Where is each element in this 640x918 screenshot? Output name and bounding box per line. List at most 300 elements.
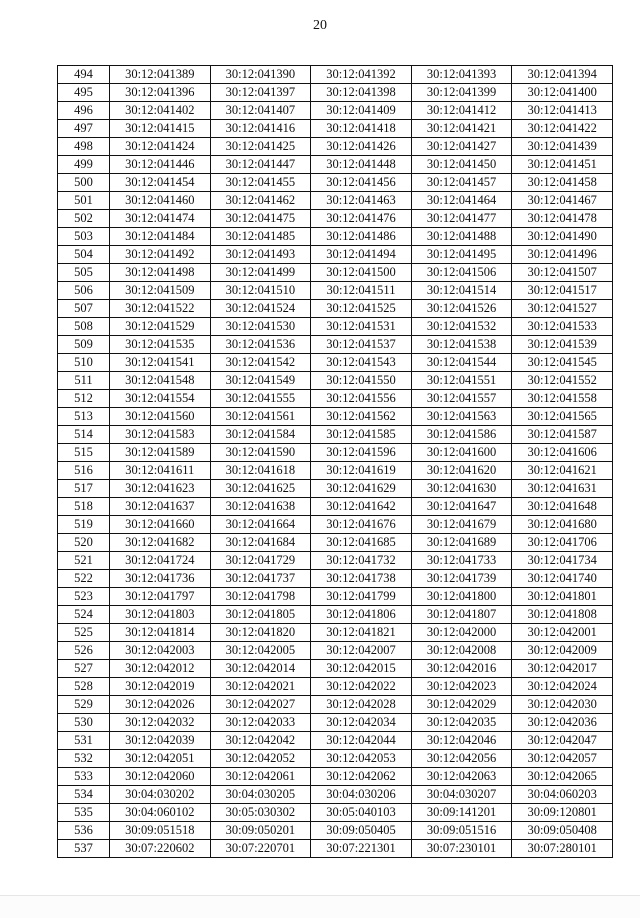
cadastral-code-cell: 30:12:041541	[110, 354, 211, 372]
cadastral-code-cell: 30:12:041421	[411, 120, 512, 138]
cadastral-code-cell: 30:12:042047	[512, 732, 613, 750]
table-row	[58, 246, 613, 264]
cadastral-code-cell: 30:12:041476	[311, 210, 412, 228]
cadastral-code-cell: 30:12:041456	[311, 174, 412, 192]
cadastral-code-cell: 30:04:060203	[512, 786, 613, 804]
cadastral-code-cell: 30:12:041393	[411, 66, 512, 84]
row-number-cell: 531	[58, 732, 110, 750]
row-number-cell: 532	[58, 750, 110, 768]
cadastral-code-cell: 30:12:041407	[210, 102, 311, 120]
table-row	[58, 444, 613, 462]
cadastral-code-cell: 30:12:041463	[311, 192, 412, 210]
cadastral-code-cell: 30:12:041585	[311, 426, 412, 444]
cadastral-code-cell: 30:12:041684	[210, 534, 311, 552]
cadastral-code-cell: 30:12:041427	[411, 138, 512, 156]
cadastral-code-cell: 30:12:041538	[411, 336, 512, 354]
cadastral-code-cell: 30:12:041532	[411, 318, 512, 336]
table-row	[58, 300, 613, 318]
table-row	[58, 570, 613, 588]
cadastral-code-cell: 30:12:042039	[110, 732, 211, 750]
cadastral-code-cell: 30:12:041638	[210, 498, 311, 516]
table-row	[58, 822, 613, 840]
row-number-cell: 502	[58, 210, 110, 228]
cadastral-code-cell: 30:12:042056	[411, 750, 512, 768]
cadastral-code-cell: 30:12:041485	[210, 228, 311, 246]
cadastral-code-cell: 30:12:041409	[311, 102, 412, 120]
row-number-cell: 526	[58, 642, 110, 660]
cadastral-code-cell: 30:12:041660	[110, 516, 211, 534]
row-number-cell: 515	[58, 444, 110, 462]
table-row	[58, 192, 613, 210]
row-number-cell: 509	[58, 336, 110, 354]
cadastral-code-cell: 30:12:041448	[311, 156, 412, 174]
cadastral-code-cell: 30:12:041680	[512, 516, 613, 534]
table-row	[58, 84, 613, 102]
cadastral-code-cell: 30:12:042024	[512, 678, 613, 696]
row-number-cell: 521	[58, 552, 110, 570]
cadastral-code-cell: 30:12:042061	[210, 768, 311, 786]
cadastral-code-cell: 30:12:041397	[210, 84, 311, 102]
cadastral-code-cell: 30:12:041558	[512, 390, 613, 408]
cadastral-code-cell: 30:12:041389	[110, 66, 211, 84]
cadastral-code-cell: 30:12:042016	[411, 660, 512, 678]
cadastral-code-cell: 30:12:041706	[512, 534, 613, 552]
cadastral-code-cell: 30:04:030207	[411, 786, 512, 804]
cadastral-code-cell: 30:12:041543	[311, 354, 412, 372]
row-number-cell: 501	[58, 192, 110, 210]
cadastral-code-cell: 30:04:030205	[210, 786, 311, 804]
cadastral-code-cell: 30:12:041664	[210, 516, 311, 534]
cadastral-code-cell: 30:12:041618	[210, 462, 311, 480]
table-row	[58, 426, 613, 444]
row-number-cell: 503	[58, 228, 110, 246]
cadastral-code-table	[57, 65, 613, 858]
table-row	[58, 750, 613, 768]
row-number-cell: 533	[58, 768, 110, 786]
cadastral-code-cell: 30:12:041736	[110, 570, 211, 588]
cadastral-code-cell: 30:09:050405	[311, 822, 412, 840]
cadastral-code-cell: 30:12:041506	[411, 264, 512, 282]
cadastral-code-cell: 30:12:041511	[311, 282, 412, 300]
cadastral-code-cell: 30:12:041611	[110, 462, 211, 480]
cadastral-code-cell: 30:12:041647	[411, 498, 512, 516]
cadastral-code-cell: 30:05:030302	[210, 804, 311, 822]
cadastral-code-cell: 30:12:041490	[512, 228, 613, 246]
cadastral-code-cell: 30:04:030202	[110, 786, 211, 804]
row-number-cell: 512	[58, 390, 110, 408]
table-row	[58, 552, 613, 570]
row-number-cell: 510	[58, 354, 110, 372]
cadastral-code-cell: 30:12:041797	[110, 588, 211, 606]
cadastral-code-cell: 30:12:041806	[311, 606, 412, 624]
cadastral-code-cell: 30:12:041584	[210, 426, 311, 444]
table-row	[58, 228, 613, 246]
page-number: 20	[313, 18, 327, 33]
cadastral-code-cell: 30:12:041450	[411, 156, 512, 174]
cadastral-code-cell: 30:12:041625	[210, 480, 311, 498]
row-number-cell: 497	[58, 120, 110, 138]
cadastral-code-cell: 30:12:041495	[411, 246, 512, 264]
cadastral-code-cell: 30:12:041619	[311, 462, 412, 480]
row-number-cell: 520	[58, 534, 110, 552]
cadastral-code-cell: 30:12:041526	[411, 300, 512, 318]
cadastral-code-cell: 30:12:041590	[210, 444, 311, 462]
cadastral-code-cell: 30:09:050408	[512, 822, 613, 840]
table-row	[58, 624, 613, 642]
table-row	[58, 120, 613, 138]
row-number-cell: 516	[58, 462, 110, 480]
cadastral-code-cell: 30:12:041685	[311, 534, 412, 552]
cadastral-code-cell: 30:12:042036	[512, 714, 613, 732]
cadastral-code-cell: 30:12:041524	[210, 300, 311, 318]
cadastral-code-cell: 30:12:041477	[411, 210, 512, 228]
cadastral-code-cell: 30:12:042052	[210, 750, 311, 768]
cadastral-code-cell: 30:09:050201	[210, 822, 311, 840]
row-number-cell: 495	[58, 84, 110, 102]
cadastral-code-cell: 30:12:042026	[110, 696, 211, 714]
cadastral-code-cell: 30:12:042015	[311, 660, 412, 678]
cadastral-code-cell: 30:12:042044	[311, 732, 412, 750]
cadastral-code-cell: 30:12:042021	[210, 678, 311, 696]
cadastral-code-cell: 30:12:041415	[110, 120, 211, 138]
cadastral-code-cell: 30:12:042057	[512, 750, 613, 768]
cadastral-code-cell: 30:12:041413	[512, 102, 613, 120]
cadastral-code-cell: 30:12:041563	[411, 408, 512, 426]
table-row	[58, 516, 613, 534]
cadastral-code-cell: 30:12:041462	[210, 192, 311, 210]
cadastral-code-cell: 30:12:041800	[411, 588, 512, 606]
cadastral-code-cell: 30:12:041630	[411, 480, 512, 498]
cadastral-code-cell: 30:12:041398	[311, 84, 412, 102]
cadastral-code-cell: 30:12:041492	[110, 246, 211, 264]
cadastral-code-cell: 30:12:041486	[311, 228, 412, 246]
row-number-cell: 524	[58, 606, 110, 624]
table-row	[58, 372, 613, 390]
cadastral-code-cell: 30:12:041606	[512, 444, 613, 462]
cadastral-code-cell: 30:12:041739	[411, 570, 512, 588]
cadastral-code-cell: 30:12:041424	[110, 138, 211, 156]
cadastral-code-cell: 30:12:042003	[110, 642, 211, 660]
table-row	[58, 660, 613, 678]
cadastral-code-cell: 30:12:041586	[411, 426, 512, 444]
row-number-cell: 519	[58, 516, 110, 534]
cadastral-code-cell: 30:12:041555	[210, 390, 311, 408]
row-number-cell: 494	[58, 66, 110, 84]
row-number-cell: 527	[58, 660, 110, 678]
cadastral-code-cell: 30:12:041587	[512, 426, 613, 444]
cadastral-code-cell: 30:12:041447	[210, 156, 311, 174]
cadastral-code-cell: 30:12:042032	[110, 714, 211, 732]
cadastral-code-cell: 30:12:041552	[512, 372, 613, 390]
cadastral-code-cell: 30:12:041733	[411, 552, 512, 570]
cadastral-code-cell: 30:12:041464	[411, 192, 512, 210]
cadastral-code-cell: 30:12:041494	[311, 246, 412, 264]
cadastral-code-cell: 30:12:041425	[210, 138, 311, 156]
table-row	[58, 714, 613, 732]
cadastral-code-cell: 30:12:041493	[210, 246, 311, 264]
row-number-cell: 535	[58, 804, 110, 822]
cadastral-code-cell: 30:12:041402	[110, 102, 211, 120]
table-row	[58, 786, 613, 804]
cadastral-code-cell: 30:12:041422	[512, 120, 613, 138]
cadastral-code-cell: 30:12:042014	[210, 660, 311, 678]
table-row	[58, 606, 613, 624]
cadastral-code-cell: 30:12:042060	[110, 768, 211, 786]
cadastral-code-cell: 30:12:041798	[210, 588, 311, 606]
cadastral-code-cell: 30:12:042028	[311, 696, 412, 714]
cadastral-code-cell: 30:12:041498	[110, 264, 211, 282]
cadastral-code-cell: 30:12:041805	[210, 606, 311, 624]
cadastral-code-cell: 30:12:041537	[311, 336, 412, 354]
cadastral-code-cell: 30:12:041583	[110, 426, 211, 444]
table-body	[58, 66, 613, 858]
row-number-cell: 537	[58, 840, 110, 858]
cadastral-code-cell: 30:12:041560	[110, 408, 211, 426]
table-row	[58, 462, 613, 480]
cadastral-code-cell: 30:12:042001	[512, 624, 613, 642]
cadastral-code-cell: 30:12:041689	[411, 534, 512, 552]
row-number-cell: 523	[58, 588, 110, 606]
row-number-cell: 517	[58, 480, 110, 498]
cadastral-code-cell: 30:12:041637	[110, 498, 211, 516]
cadastral-code-cell: 30:12:041533	[512, 318, 613, 336]
cadastral-code-cell: 30:12:042051	[110, 750, 211, 768]
cadastral-code-cell: 30:12:041510	[210, 282, 311, 300]
cadastral-code-cell: 30:07:230101	[411, 840, 512, 858]
cadastral-code-cell: 30:12:042034	[311, 714, 412, 732]
cadastral-code-cell: 30:12:042029	[411, 696, 512, 714]
cadastral-code-cell: 30:12:041623	[110, 480, 211, 498]
cadastral-code-cell: 30:12:041740	[512, 570, 613, 588]
cadastral-code-cell: 30:12:041803	[110, 606, 211, 624]
cadastral-code-cell: 30:12:042063	[411, 768, 512, 786]
table-row	[58, 264, 613, 282]
cadastral-code-cell: 30:12:041799	[311, 588, 412, 606]
cadastral-code-cell: 30:12:041679	[411, 516, 512, 534]
cadastral-code-cell: 30:12:041529	[110, 318, 211, 336]
cadastral-code-cell: 30:12:042023	[411, 678, 512, 696]
cadastral-code-cell: 30:12:041629	[311, 480, 412, 498]
cadastral-code-cell: 30:12:041738	[311, 570, 412, 588]
cadastral-code-cell: 30:12:042000	[411, 624, 512, 642]
cadastral-code-cell: 30:12:041478	[512, 210, 613, 228]
row-number-cell: 504	[58, 246, 110, 264]
row-number-cell: 507	[58, 300, 110, 318]
cadastral-code-cell: 30:12:041426	[311, 138, 412, 156]
table-row	[58, 534, 613, 552]
cadastral-code-cell: 30:12:042053	[311, 750, 412, 768]
cadastral-code-cell: 30:12:041557	[411, 390, 512, 408]
table-row	[58, 768, 613, 786]
table-row	[58, 66, 613, 84]
cadastral-code-cell: 30:12:041545	[512, 354, 613, 372]
row-number-cell: 528	[58, 678, 110, 696]
cadastral-code-cell: 30:12:041392	[311, 66, 412, 84]
cadastral-code-cell: 30:12:041507	[512, 264, 613, 282]
row-number-cell: 518	[58, 498, 110, 516]
cadastral-code-cell: 30:12:041467	[512, 192, 613, 210]
cadastral-code-cell: 30:12:041451	[512, 156, 613, 174]
cadastral-code-cell: 30:12:042062	[311, 768, 412, 786]
cadastral-code-cell: 30:12:041499	[210, 264, 311, 282]
cadastral-code-cell: 30:04:060102	[110, 804, 211, 822]
cadastral-code-cell: 30:12:041522	[110, 300, 211, 318]
cadastral-code-cell: 30:12:041527	[512, 300, 613, 318]
cadastral-code-cell: 30:12:041549	[210, 372, 311, 390]
row-number-cell: 511	[58, 372, 110, 390]
cadastral-code-cell: 30:12:041600	[411, 444, 512, 462]
cadastral-code-cell: 30:12:042009	[512, 642, 613, 660]
table-row	[58, 696, 613, 714]
cadastral-code-cell: 30:12:041551	[411, 372, 512, 390]
cadastral-code-cell: 30:12:041561	[210, 408, 311, 426]
cadastral-code-cell: 30:12:041621	[512, 462, 613, 480]
cadastral-code-cell: 30:12:041460	[110, 192, 211, 210]
cadastral-code-cell: 30:05:040103	[311, 804, 412, 822]
row-number-cell: 529	[58, 696, 110, 714]
cadastral-code-cell: 30:12:042019	[110, 678, 211, 696]
cadastral-code-cell: 30:12:042008	[411, 642, 512, 660]
cadastral-code-cell: 30:12:041544	[411, 354, 512, 372]
cadastral-code-cell: 30:12:042065	[512, 768, 613, 786]
row-number-cell: 500	[58, 174, 110, 192]
cadastral-code-cell: 30:12:041488	[411, 228, 512, 246]
row-number-cell: 506	[58, 282, 110, 300]
cadastral-code-cell: 30:12:041418	[311, 120, 412, 138]
cadastral-code-cell: 30:12:042007	[311, 642, 412, 660]
table-row	[58, 282, 613, 300]
cadastral-code-cell: 30:12:042035	[411, 714, 512, 732]
row-number-cell: 536	[58, 822, 110, 840]
cadastral-code-cell: 30:09:141201	[411, 804, 512, 822]
cadastral-code-cell: 30:12:041732	[311, 552, 412, 570]
table-row	[58, 390, 613, 408]
cadastral-code-cell: 30:12:041620	[411, 462, 512, 480]
row-number-cell: 522	[58, 570, 110, 588]
cadastral-code-cell: 30:12:041589	[110, 444, 211, 462]
cadastral-code-cell: 30:12:041801	[512, 588, 613, 606]
cadastral-code-cell: 30:12:042017	[512, 660, 613, 678]
cadastral-code-cell: 30:12:041455	[210, 174, 311, 192]
cadastral-code-cell: 30:12:041412	[411, 102, 512, 120]
cadastral-code-cell: 30:12:042030	[512, 696, 613, 714]
cadastral-code-cell: 30:12:041530	[210, 318, 311, 336]
cadastral-code-cell: 30:12:041514	[411, 282, 512, 300]
cadastral-code-cell: 30:12:041807	[411, 606, 512, 624]
cadastral-code-cell: 30:12:041820	[210, 624, 311, 642]
cadastral-code-cell: 30:12:042012	[110, 660, 211, 678]
page-bottom-edge	[0, 895, 640, 918]
cadastral-code-cell: 30:12:041729	[210, 552, 311, 570]
cadastral-code-cell: 30:12:041821	[311, 624, 412, 642]
cadastral-code-cell: 30:12:041542	[210, 354, 311, 372]
cadastral-code-cell: 30:12:041676	[311, 516, 412, 534]
cadastral-code-cell: 30:04:030206	[311, 786, 412, 804]
cadastral-code-cell: 30:12:041724	[110, 552, 211, 570]
cadastral-code-cell: 30:12:042022	[311, 678, 412, 696]
cadastral-code-cell: 30:12:041517	[512, 282, 613, 300]
cadastral-code-cell: 30:12:041550	[311, 372, 412, 390]
cadastral-code-cell: 30:12:041458	[512, 174, 613, 192]
table-row	[58, 102, 613, 120]
row-number-cell: 496	[58, 102, 110, 120]
cadastral-code-cell: 30:07:221301	[311, 840, 412, 858]
row-number-cell: 530	[58, 714, 110, 732]
cadastral-code-cell: 30:12:041416	[210, 120, 311, 138]
cadastral-code-cell: 30:12:042042	[210, 732, 311, 750]
cadastral-code-cell: 30:12:041396	[110, 84, 211, 102]
cadastral-code-cell: 30:12:041682	[110, 534, 211, 552]
cadastral-code-cell: 30:12:041454	[110, 174, 211, 192]
cadastral-code-cell: 30:12:041808	[512, 606, 613, 624]
cadastral-code-cell: 30:12:041457	[411, 174, 512, 192]
table-row	[58, 588, 613, 606]
cadastral-code-cell: 30:09:051518	[110, 822, 211, 840]
cadastral-code-cell: 30:12:041648	[512, 498, 613, 516]
cadastral-code-cell: 30:12:041548	[110, 372, 211, 390]
cadastral-code-cell: 30:12:042046	[411, 732, 512, 750]
cadastral-code-cell: 30:12:041439	[512, 138, 613, 156]
table-row	[58, 174, 613, 192]
cadastral-code-cell: 30:12:041390	[210, 66, 311, 84]
row-number-cell: 499	[58, 156, 110, 174]
cadastral-code-cell: 30:12:041509	[110, 282, 211, 300]
cadastral-code-cell: 30:12:041446	[110, 156, 211, 174]
row-number-cell: 514	[58, 426, 110, 444]
cadastral-code-cell: 30:12:041642	[311, 498, 412, 516]
cadastral-code-cell: 30:12:041496	[512, 246, 613, 264]
cadastral-code-cell: 30:12:042027	[210, 696, 311, 714]
row-number-cell: 513	[58, 408, 110, 426]
cadastral-code-cell: 30:12:041400	[512, 84, 613, 102]
cadastral-code-cell: 30:12:041814	[110, 624, 211, 642]
table-row	[58, 480, 613, 498]
cadastral-code-cell: 30:12:041531	[311, 318, 412, 336]
cadastral-code-cell: 30:07:220701	[210, 840, 311, 858]
cadastral-code-cell: 30:12:041565	[512, 408, 613, 426]
table-row	[58, 210, 613, 228]
cadastral-code-cell: 30:12:041737	[210, 570, 311, 588]
table-row	[58, 678, 613, 696]
row-number-cell: 508	[58, 318, 110, 336]
cadastral-code-cell: 30:12:041394	[512, 66, 613, 84]
table-row	[58, 804, 613, 822]
cadastral-code-cell: 30:12:041631	[512, 480, 613, 498]
cadastral-code-cell: 30:12:041484	[110, 228, 211, 246]
cadastral-code-cell: 30:12:041500	[311, 264, 412, 282]
cadastral-code-cell: 30:12:041535	[110, 336, 211, 354]
table-row	[58, 642, 613, 660]
table-row	[58, 336, 613, 354]
cadastral-code-cell: 30:09:051516	[411, 822, 512, 840]
cadastral-code-cell: 30:09:120801	[512, 804, 613, 822]
table-row	[58, 354, 613, 372]
table-row	[58, 840, 613, 858]
cadastral-code-cell: 30:12:041596	[311, 444, 412, 462]
table-row	[58, 156, 613, 174]
cadastral-code-cell: 30:12:042033	[210, 714, 311, 732]
table-row	[58, 408, 613, 426]
cadastral-code-cell: 30:12:041554	[110, 390, 211, 408]
cadastral-code-cell: 30:12:041556	[311, 390, 412, 408]
cadastral-code-cell: 30:12:041562	[311, 408, 412, 426]
table-row	[58, 732, 613, 750]
table-row	[58, 138, 613, 156]
cadastral-code-cell: 30:07:220602	[110, 840, 211, 858]
row-number-cell: 498	[58, 138, 110, 156]
cadastral-code-cell: 30:12:041536	[210, 336, 311, 354]
cadastral-code-cell: 30:12:041525	[311, 300, 412, 318]
